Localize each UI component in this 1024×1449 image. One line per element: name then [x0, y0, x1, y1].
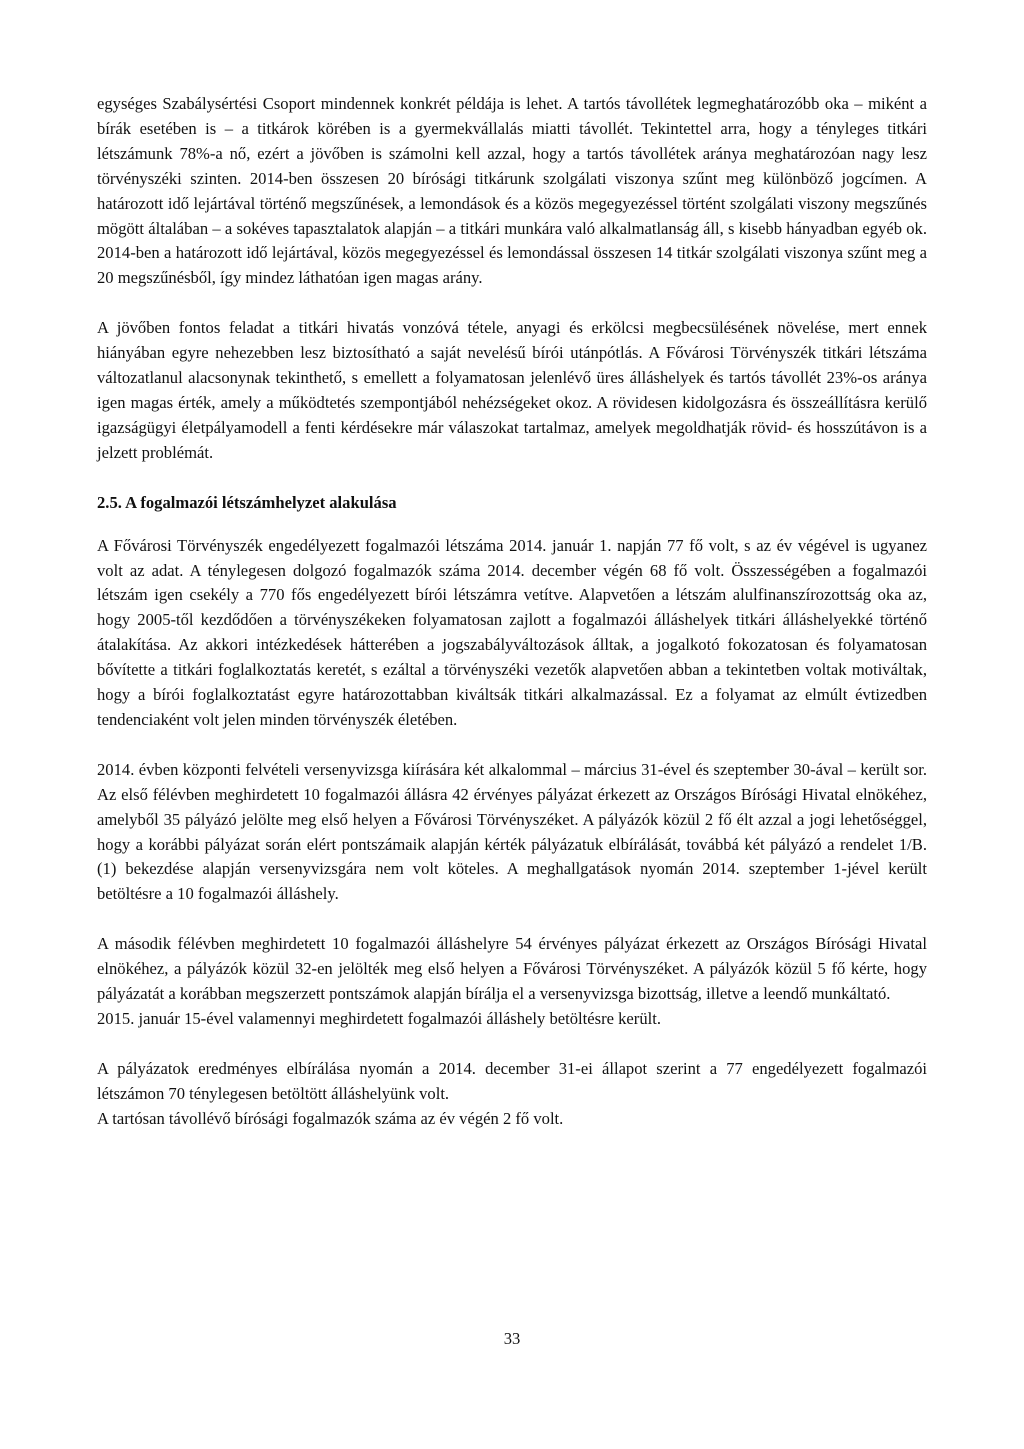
page-number: 33 [503, 1329, 521, 1348]
paragraph-fogalmazoi-letszam: A Fővárosi Törvényszék engedélyezett fogalmazói létszáma 2014. január 1. napján 77 fő volt, s az év végével is ugyanez volt az adat. A ténylegesen dolgozó fogalmazók száma 2014. december végén 68 fő volt. Összességében a fogalmazói létszám igen csekély a 770 fős engedélyezett bírói létszámra vetítve. Alapvetően a létszám alulfinanszírozottság oka az, hogy 2005-től kezdődően a törvényszékeken folyamatosan zajlott a fogalmazói álláshelyek titkári álláshelyekké történő átalakítása. Az akkori intézkedések hátterében a jogszabályváltozások álltak, a jogalkotó fokozatosan és folyamatosan bővítette a titkári foglalkoztatás keretét, s ezáltal a törvényszéki vezetők alapvetően abban a tekintetben voltak motiváltak, hogy a bírói foglalkoztatást egyre határozottabban kiváltsák titkári alkalmazással. Ez a folyamat az elmúlt évtizedben tendenciaként volt jelen minden törvényszék életében. [97, 535, 927, 729]
section-heading: 2.5. A fogalmazói létszámhelyzet alakulása [97, 492, 397, 512]
paragraph-tartosan-tavollevo: A tartósan távollévő bírósági fogalmazók száma az év végén 2 fő volt. [97, 1108, 564, 1128]
paragraph-betoltes: 2015. január 15-ével valamennyi meghirdetett fogalmazói álláshely betöltésre került. [97, 1009, 661, 1028]
paragraph-versenyvizsga: 2014. évben központi felvételi versenyvizsga kiírására két alkalommal – március 31-ével és szeptember 30-ával – került sor. Az első félévben meghirdetett 10 fogalmazói állásra 42 érvényes pályázat érkezett az Országos Bírósági Hivatal elnökéhez, amelyből 35 pályázó jelölte meg első helyen a Fővárosi Törvényszéket. A pályázók közül 2 fő élt azzal a jogi lehetőséggel, hogy a korábbi pályázat során elért pontszámaik alapján kérték pályázatuk elbírálását, továbbá két pályázó a rendelet 1/B. (1) bekezdése alapján versenyvizsgára nem volt köteles. A meghallgatások nyomán 2014. szeptember 1-jével került betöltésre a 10 fogalmazói álláshely. [97, 759, 927, 904]
paragraph-titkari-hivatas: A jövőben fontos feladat a titkári hivatás vonzóvá tétele, anyagi és erkölcsi megbecsülésének növelése, mert ennek hiányában egyre nehezebben lesz biztosítható a saját nevelésű bírói utánpótlás. A Fővárosi Törvényszék titkári létszáma változatlanul alacsonynak tekinthető, s emellett a folyamatosan jelenlévő üres álláshelyek és tartós távollét 23%-os aránya igen magas érték, amely a működtetés szempontjából nehézségeket okoz. A rövidesen kidolgozásra és összeállításra kerülő igazságügyi életpályamodell a fenti kérdésekre már válaszokat tartalmaz, amelyek megoldhatják rövid- és hosszútávon is a jelzett problémát. [97, 318, 927, 462]
paragraph-allapot: A pályázatok eredményes elbírálása nyomán a 2014. december 31-ei állapot szerint a 77 engedélyezett fogalmazói létszámon 70 ténylegesen betöltött álláshelyünk volt. [97, 1058, 927, 1103]
paragraph-masodik-felev: A második félévben meghirdetett 10 fogalmazói álláshelyre 54 érvényes pályázat érkezett az Országos Bírósági Hivatal elnökéhez, a pályázók közül 32-en jelölték meg első helyen a Fővárosi Törvényszéket. A pályázók közül 5 fő kérte, hogy pályázatát a korábban megszerzett pontszámok alapján bírálja el a versenyvizsga bizottság, illetve a leendő munkáltató. [97, 934, 927, 1004]
paragraph-titkar-tavollet: egységes Szabálysértési Csoport mindennek konkrét példája is lehet. A tartós távollétek legmeghatározóbb oka – miként a bírák esetében is – a titkárok körében is a gyermekvállalás miatti távollét. Tekintettel arra, hogy a tényleges titkári létszámunk 78%-a nő, ezért a jövőben is számolni kell azzal, hogy a tartós távollétek aránya meghatározóan nagy lesz törvényszéki szinten. 2014-ben összesen 20 bírósági titkárunk szolgálati viszonya szűnt meg különböző jogcímen. A határozott idő lejártával történő megszűnések, a lemondások és a közös megegyezéssel történt szolgálati viszony megszűnés mögött általában – a sokéves tapasztalatok alapján – a titkári munkára való alkalmatlanság áll, s kisebb hányadban egyéb ok. 2014-ben a határozott idő lejártával, közös megegyezéssel és lemondással összesen 14 titkár szolgálati viszonya szűnt meg a 20 megszűnésből, így mindez láthatóan igen magas arány. [97, 94, 927, 288]
document-page [97, 92, 927, 1132]
